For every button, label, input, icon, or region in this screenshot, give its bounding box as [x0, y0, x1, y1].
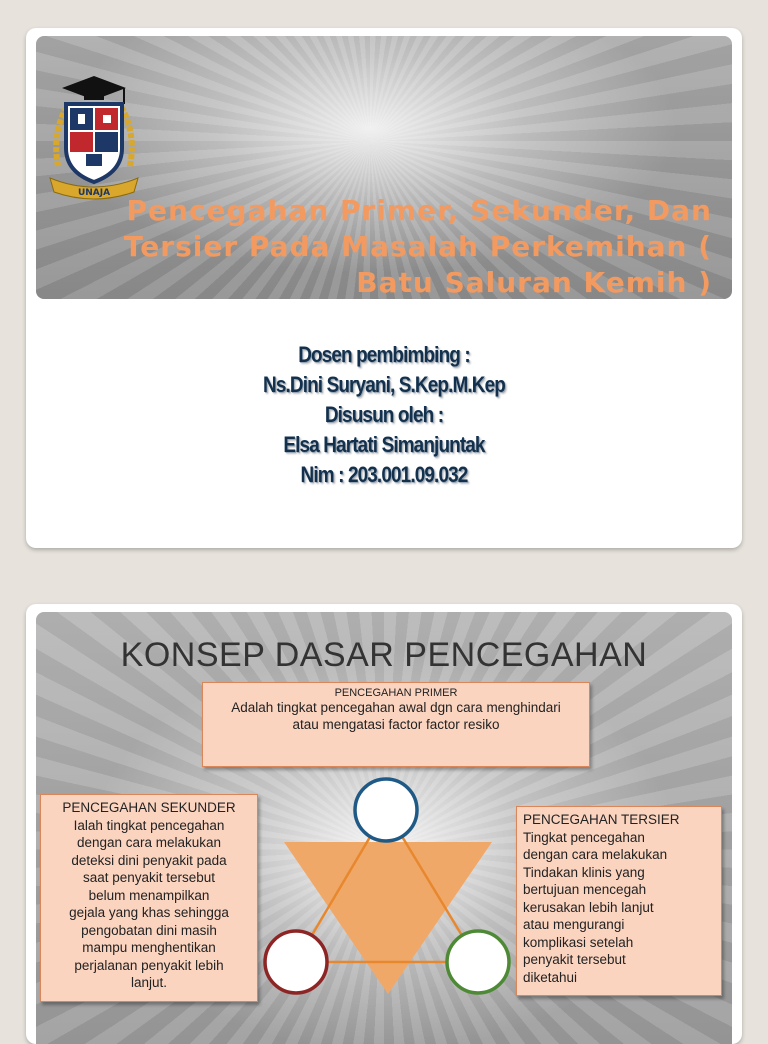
concept-slide	[26, 604, 742, 1044]
prevention-triangle-diagram	[256, 768, 516, 1008]
sekunder-line: gejala yang khas sehingga	[69, 905, 229, 920]
sekunder-title: PENCEGAHAN SEKUNDER	[62, 800, 236, 815]
tersier-line: penyakit tersebut	[523, 952, 626, 967]
student-id: Nim : 203.001.09.032	[300, 462, 468, 487]
supervisor-name: Ns.Dini Suryani, S.Kep.M.Kep	[263, 372, 505, 397]
tersier-circle	[447, 931, 509, 993]
tersier-line: kerusakan lebih lanjut	[523, 899, 654, 915]
tersier-box	[516, 806, 722, 996]
credits-block	[26, 340, 742, 490]
primer-line: Adalah tingkat pencegahan awal dgn cara menghindari	[231, 700, 561, 715]
university-logo	[48, 74, 140, 204]
author-name: Elsa Hartati Simanjuntak	[283, 432, 485, 457]
tersier-line: komplikasi setelah	[523, 934, 634, 950]
sekunder-line: lanjut.	[130, 975, 168, 990]
sekunder-line: dengan cara melakukan	[76, 835, 222, 850]
sekunder-line: belum menampilkan	[88, 887, 210, 903]
tersier-line: Tingkat pencegahan	[523, 829, 645, 845]
primer-circle	[355, 779, 417, 841]
tersier-line: Tindakan klinis yang	[523, 864, 645, 880]
primer-title: PENCEGAHAN PRIMER	[334, 687, 458, 699]
sekunder-line: pengobatan dini masih	[81, 922, 217, 938]
primer-box	[202, 682, 590, 767]
tersier-line: atau mengurangi	[523, 917, 625, 932]
author-label: Disusun oleh :	[324, 402, 444, 427]
concept-panel	[36, 612, 732, 1044]
sekunder-line: Ialah tingkat pencegahan	[73, 817, 225, 833]
tersier-line: diketahui	[523, 969, 578, 985]
supervisor-label: Dosen pembimbing :	[298, 342, 470, 367]
tersier-line: dengan cara melakukan	[523, 847, 668, 862]
tersier-title: PENCEGAHAN TERSIER	[523, 812, 680, 827]
title-slide	[26, 28, 742, 548]
primer-line: atau mengatasi factor factor resiko	[292, 717, 500, 732]
sekunder-line: saat penyakit tersebut	[82, 870, 216, 885]
sekunder-circle	[265, 931, 327, 993]
presentation-title: Pencegahan Primer, Sekunder, Dan Tersier Pada Masalah Perkemihan ( Batu Saluran Kemih )	[123, 194, 712, 299]
logo-ribbon-text: UNAJA	[77, 188, 111, 198]
sekunder-line: deteksi dini penyakit pada	[71, 852, 227, 868]
slide-heading: KONSEP DASAR PENCEGAHAN	[120, 636, 648, 674]
sekunder-line: perjalanan penyakit lebih	[74, 957, 224, 973]
tersier-line: bertujuan mencegah	[523, 882, 647, 897]
sekunder-box	[40, 794, 258, 1002]
sekunder-line: mampu menghentikan	[82, 940, 216, 955]
title-banner	[36, 36, 732, 299]
